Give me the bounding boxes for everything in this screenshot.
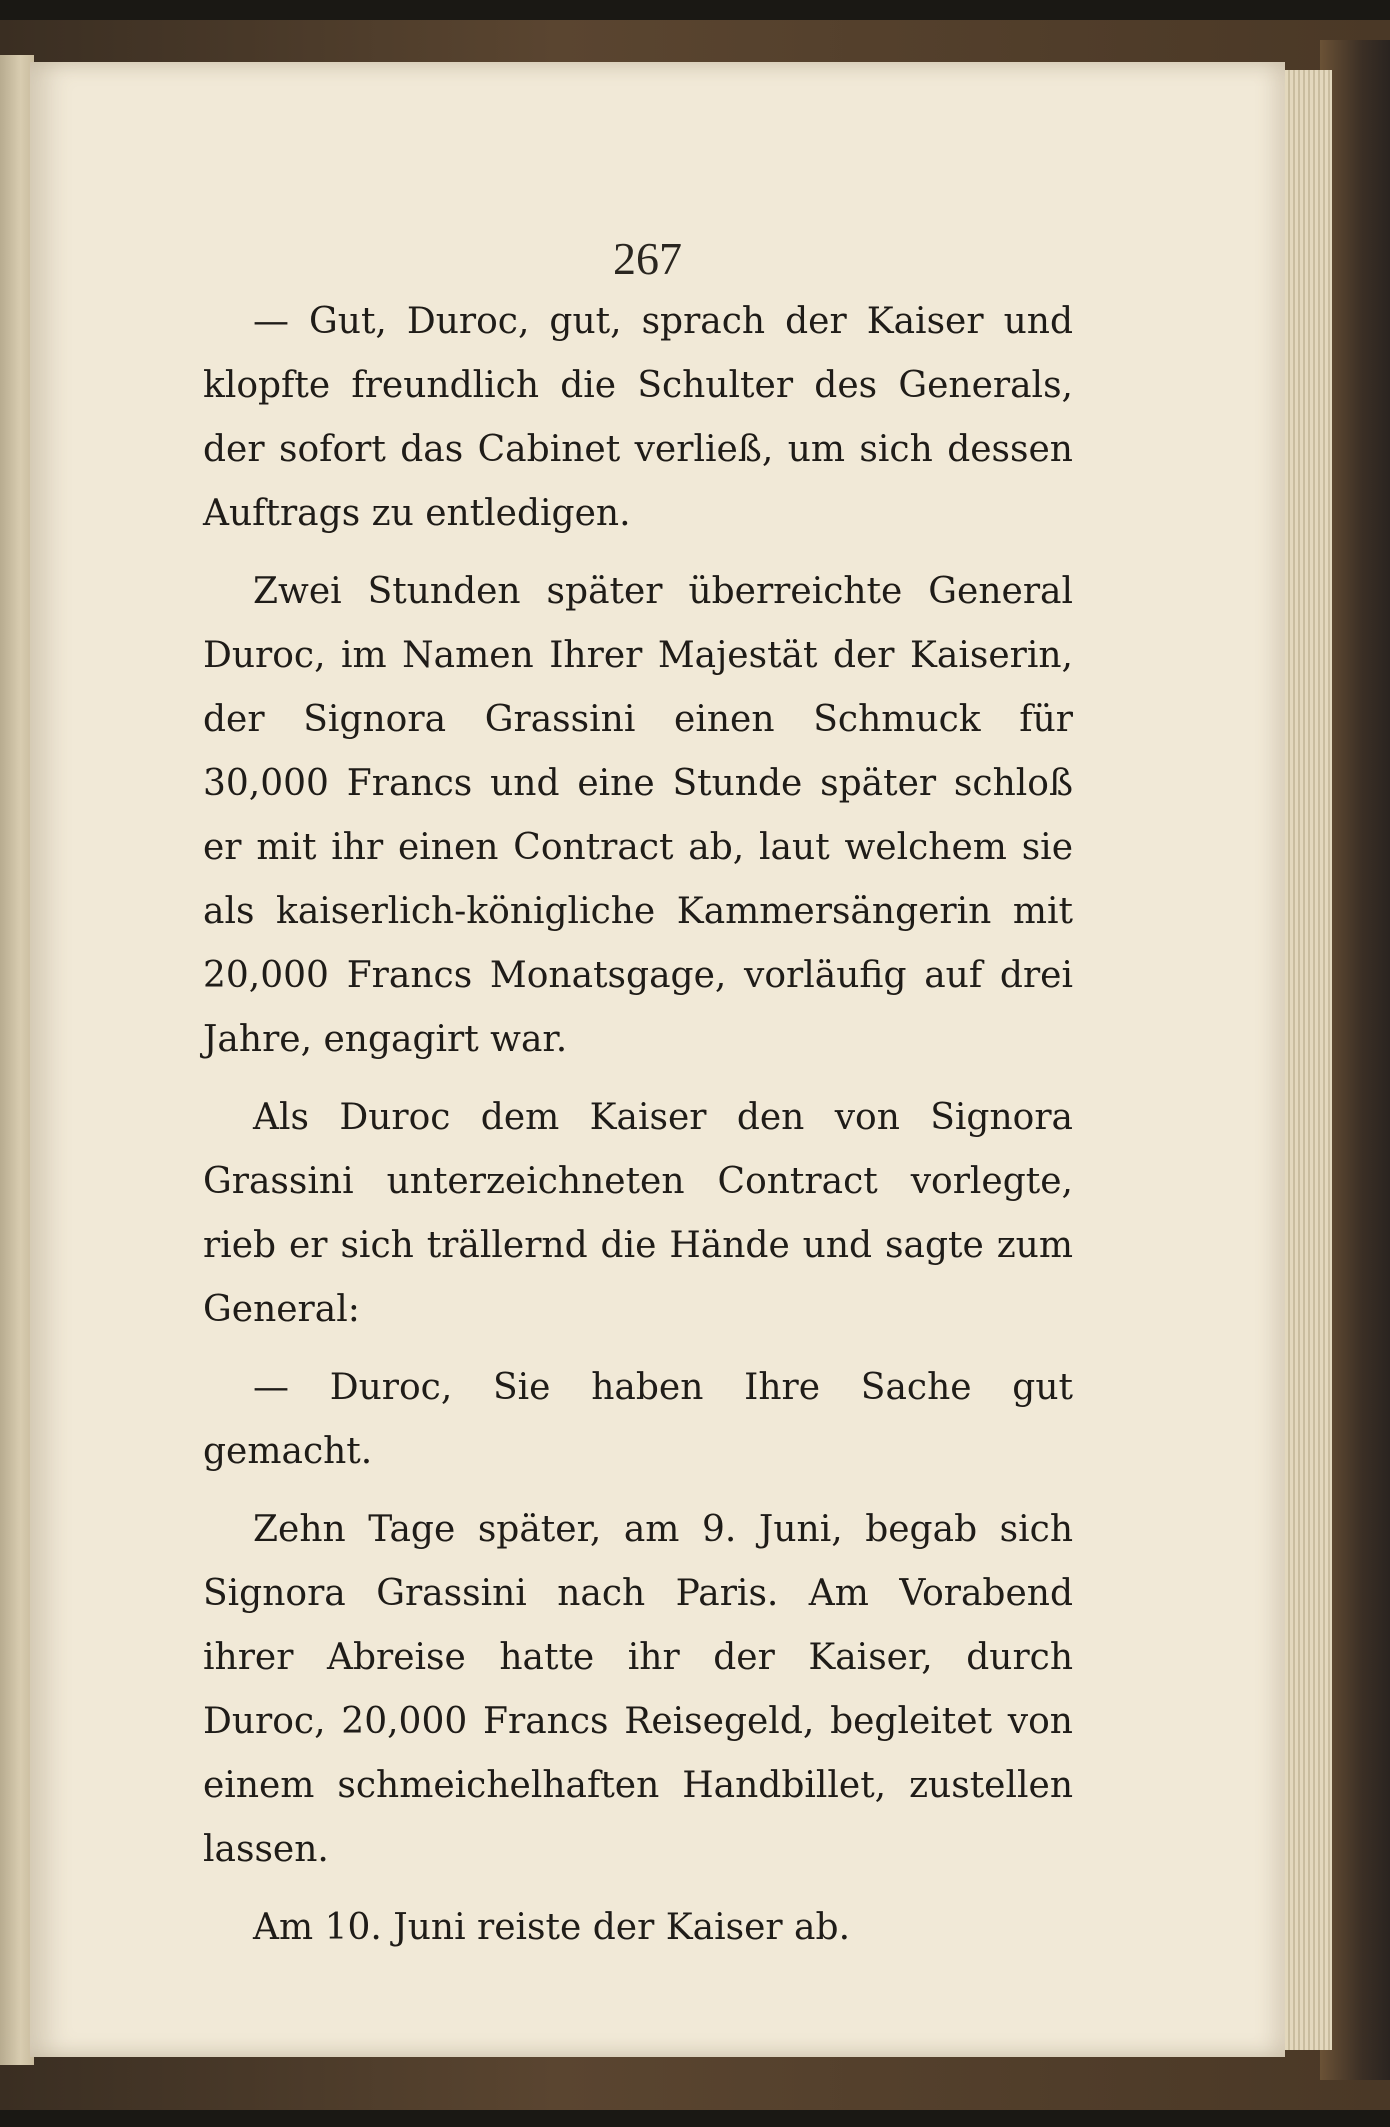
left-page-edge bbox=[0, 55, 34, 2065]
paragraph: — Gut, Duroc, gut, sprach der Kaiser und klopfte freundlich die Schulter des Generals, der sofort das Cabinet verließ, um sich dessen Auftrags zu entledigen. bbox=[203, 301, 1073, 534]
paragraph: Als Duroc dem Kaiser den von Signora Grassini unterzeichneten Contract vorlegte, rieb er sich trällernd die Hände und sagte zum General: bbox=[203, 1097, 1073, 1330]
book-page bbox=[30, 62, 1285, 2057]
paragraph: Zwei Stunden später überreichte General Duroc, im Namen Ihrer Majestät der Kaiserin, der Signora Grassini einen Schmuck für 30,000 Francs und eine Stunde später schloß er mit ihr einen Contract ab, laut welchem sie als kaiserlich-königliche Kammersängerin mit 20,000 Francs Monatsgage, vorläufig auf drei Jahre, engagirt war. bbox=[203, 571, 1073, 1060]
page-number: 267 bbox=[613, 233, 682, 284]
paragraph: — Duroc, Sie haben Ihre Sache gut gemacht. bbox=[203, 1367, 1073, 1472]
page-text bbox=[203, 290, 1073, 1974]
paragraph: Am 10. Juni reiste der Kaiser ab. bbox=[253, 1907, 851, 1948]
paragraph: Zehn Tage später, am 9. Juni, begab sich Signora Grassini nach Paris. Am Vorabend ihrer Abreise hatte ihr der Kaiser, durch Duroc, 20,000 Francs Reisegeld, begleitet von einem schmeichelhaften Handbillet, zustellen lassen. bbox=[203, 1509, 1073, 1870]
